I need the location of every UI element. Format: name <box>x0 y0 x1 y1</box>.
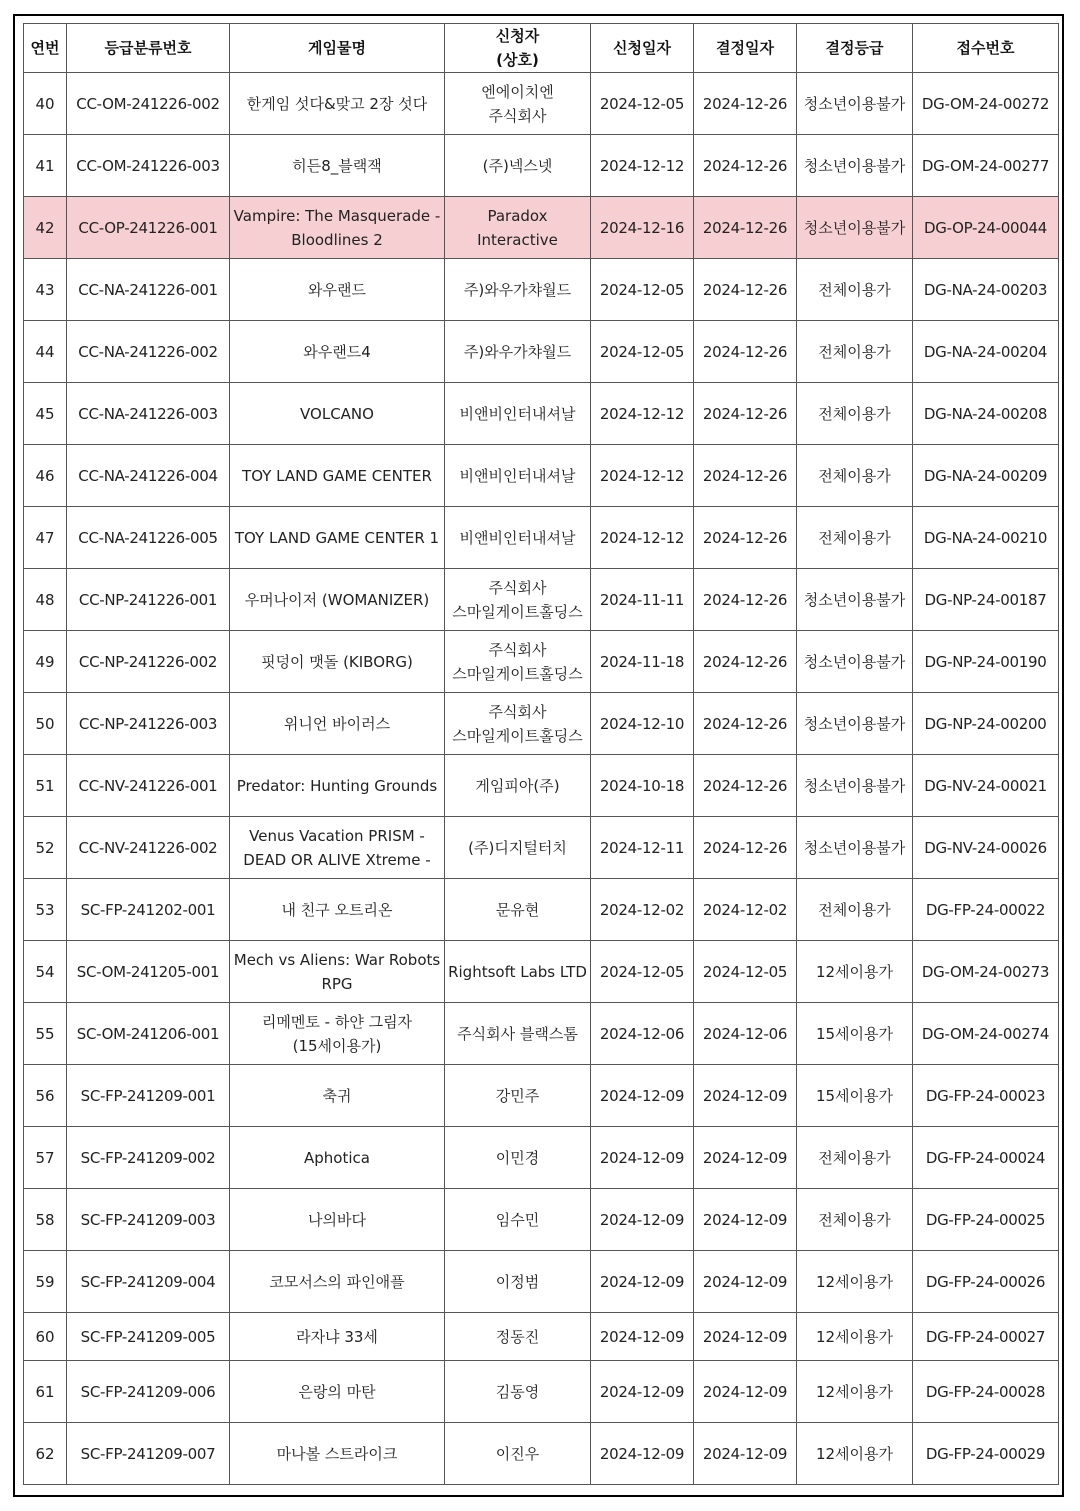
table-row <box>24 73 1059 135</box>
game-title: 우머나이저 (WOMANIZER) <box>230 569 445 631</box>
decision-date: 2024-12-09 <box>694 1313 797 1361</box>
table-row <box>24 1313 1059 1361</box>
row-number: 61 <box>24 1361 67 1423</box>
header-no: 연번 <box>24 24 67 73</box>
rating-code: SC-FP-241209-006 <box>67 1361 230 1423</box>
game-title: Predator: Hunting Grounds <box>230 755 445 817</box>
applicant-name: 이민경 <box>445 1127 591 1189</box>
receipt-number: DG-FP-24-00027 <box>913 1313 1059 1361</box>
decided-grade: 전체이용가 <box>797 1189 913 1251</box>
game-title: 위니언 바이러스 <box>230 693 445 755</box>
rating-code: SC-OM-241205-001 <box>67 941 230 1003</box>
decided-grade: 전체이용가 <box>797 507 913 569</box>
decided-grade: 전체이용가 <box>797 1127 913 1189</box>
rating-code: CC-NA-241226-001 <box>67 259 230 321</box>
table-row <box>24 197 1059 259</box>
decision-date: 2024-12-09 <box>694 1251 797 1313</box>
row-number: 50 <box>24 693 67 755</box>
row-number: 46 <box>24 445 67 507</box>
decided-grade: 청소년이용불가 <box>797 135 913 197</box>
applicant-name: 주식회사 스마일게이트홀딩스 <box>445 569 591 631</box>
table-row <box>24 569 1059 631</box>
decided-grade: 12세이용가 <box>797 1251 913 1313</box>
apply-date: 2024-12-05 <box>591 941 694 1003</box>
decided-grade: 청소년이용불가 <box>797 631 913 693</box>
table-row <box>24 507 1059 569</box>
table-row <box>24 1189 1059 1251</box>
row-number: 56 <box>24 1065 67 1127</box>
decision-date: 2024-12-26 <box>694 197 797 259</box>
receipt-number: DG-FP-24-00028 <box>913 1361 1059 1423</box>
receipt-number: DG-NP-24-00190 <box>913 631 1059 693</box>
rating-code: SC-FP-241209-001 <box>67 1065 230 1127</box>
decided-grade: 청소년이용불가 <box>797 569 913 631</box>
applicant-name: 비앤비인터내셔날 <box>445 383 591 445</box>
header-grade: 결정등급 <box>797 24 913 73</box>
header-apply-date: 신청일자 <box>591 24 694 73</box>
applicant-name: Rightsoft Labs LTD <box>445 941 591 1003</box>
decided-grade: 청소년이용불가 <box>797 817 913 879</box>
row-number: 42 <box>24 197 67 259</box>
receipt-number: DG-NP-24-00187 <box>913 569 1059 631</box>
game-title: Vampire: The Masquerade - Bloodlines 2 <box>230 197 445 259</box>
decision-date: 2024-12-09 <box>694 1361 797 1423</box>
apply-date: 2024-12-09 <box>591 1423 694 1485</box>
decision-date: 2024-12-09 <box>694 1189 797 1251</box>
game-title: 라자냐 33세 <box>230 1313 445 1361</box>
applicant-name: 이진우 <box>445 1423 591 1485</box>
table-row <box>24 1361 1059 1423</box>
apply-date: 2024-12-09 <box>591 1127 694 1189</box>
apply-date: 2024-11-11 <box>591 569 694 631</box>
receipt-number: DG-OM-24-00273 <box>913 941 1059 1003</box>
apply-date: 2024-12-09 <box>591 1361 694 1423</box>
table-row <box>24 693 1059 755</box>
table-row <box>24 135 1059 197</box>
table-row <box>24 1003 1059 1065</box>
game-title: Venus Vacation PRISM - DEAD OR ALIVE Xtreme - <box>230 817 445 879</box>
game-title: 코모서스의 파인애플 <box>230 1251 445 1313</box>
decided-grade: 15세이용가 <box>797 1003 913 1065</box>
apply-date: 2024-12-12 <box>591 445 694 507</box>
receipt-number: DG-NV-24-00021 <box>913 755 1059 817</box>
decided-grade: 12세이용가 <box>797 1361 913 1423</box>
receipt-number: DG-NA-24-00210 <box>913 507 1059 569</box>
applicant-name: 게임피아(주) <box>445 755 591 817</box>
receipt-number: DG-FP-24-00023 <box>913 1065 1059 1127</box>
apply-date: 2024-11-18 <box>591 631 694 693</box>
applicant-name: 주)와우가챠월드 <box>445 321 591 383</box>
decided-grade: 청소년이용불가 <box>797 693 913 755</box>
decision-date: 2024-12-26 <box>694 569 797 631</box>
decision-date: 2024-12-26 <box>694 321 797 383</box>
decision-date: 2024-12-09 <box>694 1127 797 1189</box>
decision-date: 2024-12-26 <box>694 755 797 817</box>
row-number: 62 <box>24 1423 67 1485</box>
header-name: 게임물명 <box>230 24 445 73</box>
decision-date: 2024-12-26 <box>694 383 797 445</box>
applicant-name: 주)와우가챠월드 <box>445 259 591 321</box>
apply-date: 2024-12-12 <box>591 383 694 445</box>
decision-date: 2024-12-26 <box>694 445 797 507</box>
rating-code: SC-FP-241209-005 <box>67 1313 230 1361</box>
receipt-number: DG-OP-24-00044 <box>913 197 1059 259</box>
decision-date: 2024-12-06 <box>694 1003 797 1065</box>
decided-grade: 전체이용가 <box>797 321 913 383</box>
game-title: 축귀 <box>230 1065 445 1127</box>
applicant-name: 주식회사 스마일게이트홀딩스 <box>445 693 591 755</box>
row-number: 55 <box>24 1003 67 1065</box>
applicant-name: Paradox Interactive <box>445 197 591 259</box>
decided-grade: 청소년이용불가 <box>797 73 913 135</box>
applicant-name: 주식회사 블랙스톰 <box>445 1003 591 1065</box>
row-number: 51 <box>24 755 67 817</box>
apply-date: 2024-12-05 <box>591 73 694 135</box>
game-title: 핏덩이 맷돌 (KIBORG) <box>230 631 445 693</box>
rating-code: SC-FP-241209-007 <box>67 1423 230 1485</box>
table-row <box>24 321 1059 383</box>
rating-code: CC-OP-241226-001 <box>67 197 230 259</box>
game-title: Aphotica <box>230 1127 445 1189</box>
applicant-name: 엔에이치엔 주식회사 <box>445 73 591 135</box>
apply-date: 2024-10-18 <box>591 755 694 817</box>
applicant-name: 임수민 <box>445 1189 591 1251</box>
apply-date: 2024-12-12 <box>591 135 694 197</box>
table-header <box>24 24 1059 73</box>
rating-code: CC-NA-241226-005 <box>67 507 230 569</box>
applicant-name: (주)넥스넷 <box>445 135 591 197</box>
rating-code: CC-NP-241226-001 <box>67 569 230 631</box>
rating-code: CC-NA-241226-004 <box>67 445 230 507</box>
table-row <box>24 1065 1059 1127</box>
receipt-number: DG-OM-24-00277 <box>913 135 1059 197</box>
game-title: 내 친구 오트리온 <box>230 879 445 941</box>
table-row <box>24 817 1059 879</box>
decision-date: 2024-12-26 <box>694 135 797 197</box>
decided-grade: 12세이용가 <box>797 941 913 1003</box>
apply-date: 2024-12-09 <box>591 1065 694 1127</box>
apply-date: 2024-12-09 <box>591 1313 694 1361</box>
applicant-name: 비앤비인터내셔날 <box>445 507 591 569</box>
receipt-number: DG-NA-24-00209 <box>913 445 1059 507</box>
decision-date: 2024-12-09 <box>694 1423 797 1485</box>
rating-code: CC-NP-241226-002 <box>67 631 230 693</box>
applicant-name: 주식회사 스마일게이트홀딩스 <box>445 631 591 693</box>
header-code: 등급분류번호 <box>67 24 230 73</box>
row-number: 60 <box>24 1313 67 1361</box>
applicant-name: 김동영 <box>445 1361 591 1423</box>
rating-code: SC-FP-241209-002 <box>67 1127 230 1189</box>
decided-grade: 15세이용가 <box>797 1065 913 1127</box>
decided-grade: 전체이용가 <box>797 445 913 507</box>
row-number: 52 <box>24 817 67 879</box>
decision-date: 2024-12-09 <box>694 1065 797 1127</box>
row-number: 59 <box>24 1251 67 1313</box>
apply-date: 2024-12-09 <box>591 1189 694 1251</box>
receipt-number: DG-NA-24-00208 <box>913 383 1059 445</box>
apply-date: 2024-12-11 <box>591 817 694 879</box>
rating-code: CC-NA-241226-002 <box>67 321 230 383</box>
game-title: 마나볼 스트라이크 <box>230 1423 445 1485</box>
decision-date: 2024-12-05 <box>694 941 797 1003</box>
rating-decision-table <box>23 23 1059 1485</box>
receipt-number: DG-FP-24-00026 <box>913 1251 1059 1313</box>
header-receipt: 접수번호 <box>913 24 1059 73</box>
table-row <box>24 755 1059 817</box>
rating-code: SC-FP-241209-004 <box>67 1251 230 1313</box>
receipt-number: DG-FP-24-00024 <box>913 1127 1059 1189</box>
decision-date: 2024-12-26 <box>694 631 797 693</box>
game-title: 히든8_블랙잭 <box>230 135 445 197</box>
game-title: 와우랜드 <box>230 259 445 321</box>
decided-grade: 전체이용가 <box>797 259 913 321</box>
row-number: 58 <box>24 1189 67 1251</box>
applicant-name: 문유현 <box>445 879 591 941</box>
table-row <box>24 1251 1059 1313</box>
game-title: 은랑의 마탄 <box>230 1361 445 1423</box>
decided-grade: 청소년이용불가 <box>797 197 913 259</box>
row-number: 41 <box>24 135 67 197</box>
game-title: Mech vs Aliens: War Robots RPG <box>230 941 445 1003</box>
table-row <box>24 259 1059 321</box>
table-row <box>24 879 1059 941</box>
game-title: 와우랜드4 <box>230 321 445 383</box>
table-row <box>24 631 1059 693</box>
row-number: 40 <box>24 73 67 135</box>
receipt-number: DG-NV-24-00026 <box>913 817 1059 879</box>
table-body <box>24 73 1059 1485</box>
row-number: 48 <box>24 569 67 631</box>
receipt-number: DG-FP-24-00022 <box>913 879 1059 941</box>
rating-code: CC-NA-241226-003 <box>67 383 230 445</box>
row-number: 57 <box>24 1127 67 1189</box>
decision-date: 2024-12-26 <box>694 693 797 755</box>
applicant-name: 정동진 <box>445 1313 591 1361</box>
decision-date: 2024-12-26 <box>694 73 797 135</box>
apply-date: 2024-12-10 <box>591 693 694 755</box>
receipt-number: DG-NA-24-00203 <box>913 259 1059 321</box>
apply-date: 2024-12-09 <box>591 1251 694 1313</box>
decision-date: 2024-12-02 <box>694 879 797 941</box>
rating-code: CC-NV-241226-001 <box>67 755 230 817</box>
game-title: VOLCANO <box>230 383 445 445</box>
game-title: TOY LAND GAME CENTER 1 <box>230 507 445 569</box>
receipt-number: DG-OM-24-00272 <box>913 73 1059 135</box>
receipt-number: DG-NP-24-00200 <box>913 693 1059 755</box>
apply-date: 2024-12-05 <box>591 321 694 383</box>
applicant-name: 비앤비인터내셔날 <box>445 445 591 507</box>
table-row <box>24 941 1059 1003</box>
rating-code: CC-NP-241226-003 <box>67 693 230 755</box>
row-number: 47 <box>24 507 67 569</box>
row-number: 43 <box>24 259 67 321</box>
row-number: 45 <box>24 383 67 445</box>
row-number: 54 <box>24 941 67 1003</box>
apply-date: 2024-12-12 <box>591 507 694 569</box>
decided-grade: 전체이용가 <box>797 383 913 445</box>
header-row <box>24 24 1059 73</box>
applicant-name: (주)디지털터치 <box>445 817 591 879</box>
receipt-number: DG-OM-24-00274 <box>913 1003 1059 1065</box>
table-row <box>24 1127 1059 1189</box>
receipt-number: DG-NA-24-00204 <box>913 321 1059 383</box>
game-title: 리메멘토 - 하얀 그림자 (15세이용가) <box>230 1003 445 1065</box>
apply-date: 2024-12-02 <box>591 879 694 941</box>
row-number: 53 <box>24 879 67 941</box>
apply-date: 2024-12-05 <box>591 259 694 321</box>
decided-grade: 12세이용가 <box>797 1423 913 1485</box>
decided-grade: 전체이용가 <box>797 879 913 941</box>
rating-code: SC-OM-241206-001 <box>67 1003 230 1065</box>
row-number: 49 <box>24 631 67 693</box>
table-row <box>24 1423 1059 1485</box>
header-decision-date: 결정일자 <box>694 24 797 73</box>
table-row <box>24 383 1059 445</box>
game-title: 나의바다 <box>230 1189 445 1251</box>
rating-code: CC-OM-241226-002 <box>67 73 230 135</box>
rating-code: SC-FP-241202-001 <box>67 879 230 941</box>
decision-date: 2024-12-26 <box>694 817 797 879</box>
decided-grade: 청소년이용불가 <box>797 755 913 817</box>
apply-date: 2024-12-06 <box>591 1003 694 1065</box>
rating-code: CC-NV-241226-002 <box>67 817 230 879</box>
receipt-number: DG-FP-24-00025 <box>913 1189 1059 1251</box>
receipt-number: DG-FP-24-00029 <box>913 1423 1059 1485</box>
apply-date: 2024-12-16 <box>591 197 694 259</box>
decided-grade: 12세이용가 <box>797 1313 913 1361</box>
row-number: 44 <box>24 321 67 383</box>
game-title: 한게임 섯다&맞고 2장 섯다 <box>230 73 445 135</box>
rating-code: SC-FP-241209-003 <box>67 1189 230 1251</box>
game-title: TOY LAND GAME CENTER <box>230 445 445 507</box>
rating-code: CC-OM-241226-003 <box>67 135 230 197</box>
applicant-name: 이정범 <box>445 1251 591 1313</box>
header-applicant: 신청자 (상호) <box>445 24 591 73</box>
applicant-name: 강민주 <box>445 1065 591 1127</box>
decision-date: 2024-12-26 <box>694 507 797 569</box>
table-row <box>24 445 1059 507</box>
decision-date: 2024-12-26 <box>694 259 797 321</box>
